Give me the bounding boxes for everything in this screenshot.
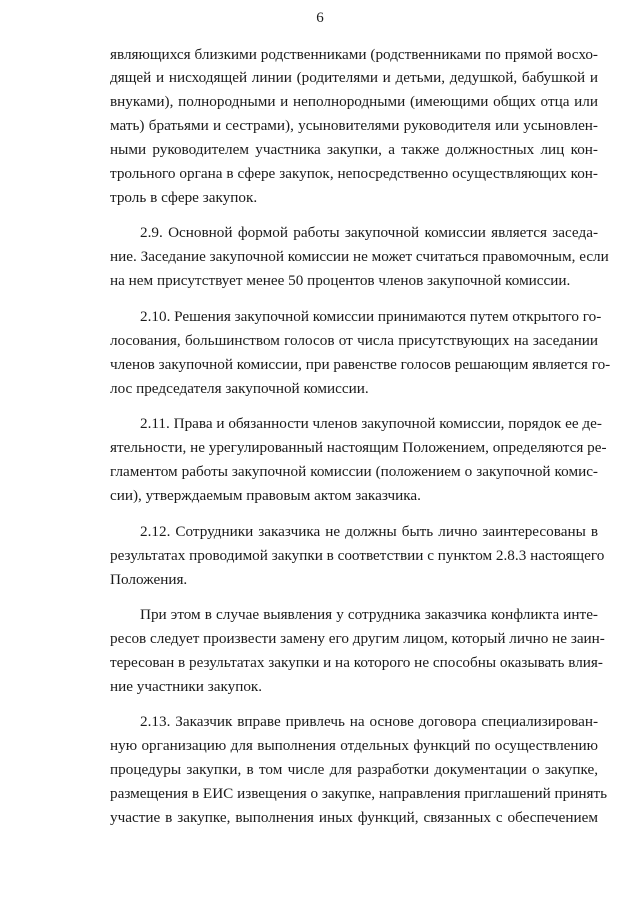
- text-line: участие в закупке, выполнения иных функций, связанных с обеспечением: [110, 809, 598, 826]
- text-line: процедуры закупки, в том числе для разработки документации о закупке,: [110, 761, 598, 778]
- page-number: 6: [316, 10, 324, 26]
- text-line: мать) братьями и сестрами), усыновителями руководителя или усыновлен-: [110, 117, 598, 134]
- text-line: 2.9. Основной формой работы закупочной комиссии является заседа-: [140, 224, 598, 241]
- text-line: гламентом работы закупочной комиссии (положением о закупочной комис-: [110, 463, 598, 480]
- text-line: на нем присутствует менее 50 процентов членов закупочной комиссии.: [110, 272, 571, 289]
- text-line: ными руководителем участника закупки, а также должностных лиц кон-: [110, 141, 598, 158]
- text-line: ресов следует произвести замену его другим лицом, который лично не заин-: [110, 630, 605, 647]
- text-line: дящей и нисходящей линии (родителями и детьми, дедушкой, бабушкой и: [110, 69, 598, 86]
- text-line: лос председателя закупочной комиссии.: [110, 380, 369, 397]
- text-line: трольного органа в сфере закупок, непосредственно осуществляющих кон-: [110, 165, 598, 182]
- text-line: 2.13. Заказчик вправе привлечь на основе договора специализирован-: [140, 713, 598, 730]
- text-line: троль в сфере закупок.: [110, 189, 258, 206]
- text-line: лосования, большинством голосов от числа присутствующих на заседании: [110, 332, 598, 349]
- text-line: ную организацию для выполнения отдельных функций по осуществлению: [110, 737, 598, 754]
- text-line: сии), утверждаемым правовым актом заказчика.: [110, 487, 421, 504]
- text-line: ние. Заседание закупочной комиссии не может считаться правомочным, если: [110, 248, 609, 265]
- text-line: результатах проводимой закупки в соответствии с пунктом 2.8.3 настоящего: [110, 547, 605, 564]
- text-line: размещения в ЕИС извещения о закупке, направления приглашений принять: [110, 785, 608, 802]
- text-line: 2.10. Решения закупочной комиссии принимаются путем открытого го-: [140, 308, 602, 325]
- text-line: Положения.: [110, 571, 188, 588]
- text-line: При этом в случае выявления у сотрудника заказчика конфликта инте-: [140, 606, 598, 623]
- text-line: членов закупочной комиссии, при равенстве голосов решающим является го-: [110, 356, 611, 373]
- text-line: ятельности, не урегулированный настоящим Положением, определяются ре-: [110, 439, 607, 456]
- text-line: 2.11. Права и обязанности членов закупочной комиссии, порядок ее де-: [140, 415, 602, 432]
- text-line: 2.12. Сотрудники заказчика не должны быть лично заинтересованы в: [140, 523, 598, 540]
- text-line: ние участники закупок.: [110, 678, 263, 695]
- text-line: тересован в результатах закупки и на которого не способны оказывать влия-: [110, 654, 603, 671]
- text-line: являющихся близкими родственниками (родственниками по прямой восхо-: [110, 46, 598, 63]
- text-line: внуками), полнородными и неполнородными (имеющими общих отца или: [110, 93, 598, 110]
